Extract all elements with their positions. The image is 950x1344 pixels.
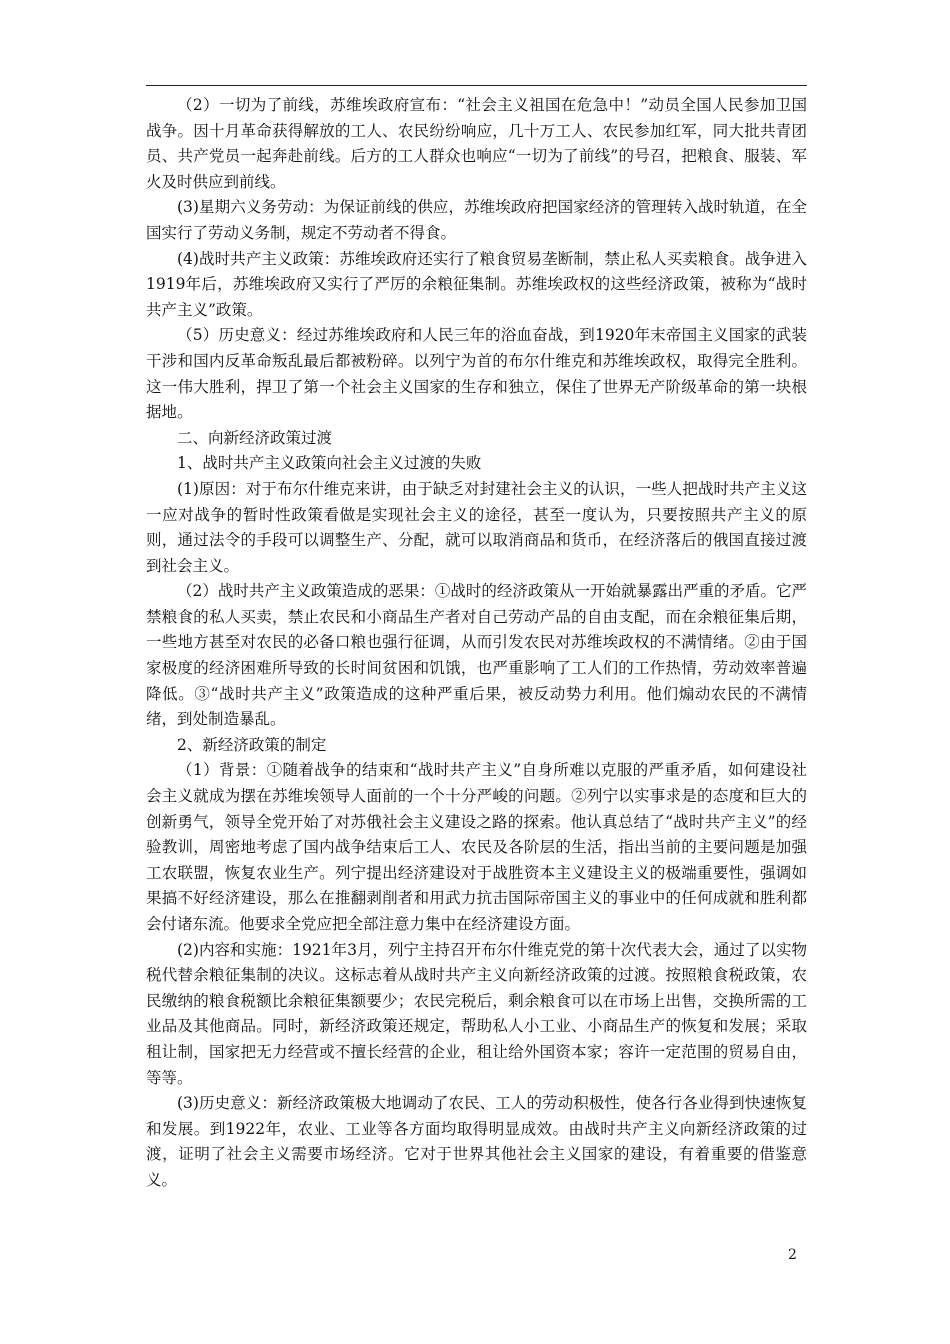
paragraph-content-implementation: (2)内容和实施：1921年3月，列宁主持召开布尔什维克党的第十次代表大会，通过了以实物税代替余粮征集制的决议。这标志着从战时共产主义向新经济政策的过渡。按照粮食税政策，农民缴纳的粮食税额比余粮征集额要少；农民完税后，剩余粮食可以在市场上出售，交换所需的工业品及其他商品。同时，新经济政策还规定，帮助私人小工业、小商品生产的恢复和发展；采取租让制，国家把无力经营或不擅长经营的企业，租让给外国资本家；容许一定范围的贸易自由，等等。 — [146, 940, 807, 1087]
paragraph-saturday-labor: (3)星期六义务劳动：为保证前线的供应，苏维埃政府把国家经济的管理转入战时轨道，在全国实行了劳动义务制，规定不劳动者不得食。 — [146, 198, 807, 242]
document-body — [146, 93, 807, 1194]
paragraph-historical-significance: （5）历史意义：经过苏维埃政府和人民三年的浴血奋战，到1920年末帝国主义国家的武装干涉和国内反革命叛乱最后都被粉碎。以列宁为首的布尔什维克和苏维埃政权，取得完全胜利。这一伟大胜利，捍卫了第一个社会主义国家的生存和独立，保住了世界无产阶级革命的第一块根据地。 — [146, 326, 807, 422]
subheading-nep-formulation: 2、新经济政策的制定 — [177, 735, 327, 754]
paragraph-background: （1）背景：①随着战争的结束和“战时共产主义”自身所难以克服的严重矛盾，如何建设社会主义就成为摆在苏维埃领导人面前的一个十分严峻的问题。②列宁以实事求是的态度和巨大的创新勇气，领导全党开始了对苏俄社会主义建设之路的探索。他认真总结了“战时共产主义”的经验教训，周密地考虑了国内战争结束后工人、农民及各阶层的生活，指出当前的主要问题是加强工农联盟，恢复农业生产。列宁提出经济建设对于战胜资本主义建设主义的极端重要性，强调如果搞不好经济建设，那么在推翻剥削者和用武力抗击国际帝国主义的事业中的任何成就和胜利都会付诸东流。他要求全党应把全部注意力集中在经济建设方面。 — [146, 761, 807, 933]
page-number: 2 — [788, 1247, 797, 1263]
header-rule — [146, 85, 807, 86]
section-heading-nep-transition: 二、向新经济政策过渡 — [177, 428, 333, 447]
paragraph-war-communism-policy: (4)战时共产主义政策：苏维埃政府还实行了粮食贸易垄断制，禁止私人买卖粮食。战争进入1919年后，苏维埃政府又实行了严厉的余粮征集制。苏维埃政权的这些经济政策，被称为“战时共产主义”政策。 — [146, 249, 807, 319]
paragraph-consequences: （2）战时共产主义政策造成的恶果：①战时的经济政策从一开始就暴露出严重的矛盾。它严禁粮食的私人买卖，禁止农民和小商品生产者对自己劳动产品的自由支配，而在余粮征集后期，一些地方甚至对农民的必备口粮也强行征调，从而引发农民对苏维埃政权的不满情绪。②由于国家极度的经济困难所导致的长时间贫困和饥饿，也严重影响了工人们的工作热情，劳动效率普遍降低。③“战时共产主义”政策造成的这种严重后果，被反动势力利用。他们煽动农民的不满情绪，到处制造暴乱。 — [146, 582, 807, 729]
subheading-transition-failure: 1、战时共产主义政策向社会主义过渡的失败 — [177, 454, 482, 473]
paragraph-front-line: （2）一切为了前线，苏维埃政府宣布：“社会主义祖国在危急中！”动员全国人民参加卫国战争。因十月革命获得解放的工人、农民纷纷响应，几十万工人、农民参加红军，同大批共青团员、共产党员一起奔赴前线。后方的工人群众也响应“一切为了前线”的号召，把粮食、服装、军火及时供应到前线。 — [146, 96, 807, 191]
paragraph-nep-significance: (3)历史意义：新经济政策极大地调动了农民、工人的劳动积极性，使各行各业得到快速恢复和发展。到1922年，农业、工业等各方面均取得明显成效。由战时共产主义向新经济政策的过渡，证明了社会主义需要市场经济。它对于世界其他社会主义国家的建设，有着重要的借鉴意义。 — [146, 1094, 807, 1189]
paragraph-causes: (1)原因：对于布尔什维克来讲，由于缺乏对封建社会主义的认识，一些人把战时共产主义这一应对战争的暂时性政策看做是实现社会主义的途径，甚至一度认为，只要按照共产主义的原则，通过法令的手段可以调整生产、分配，就可以取消商品和货币，在经济落后的俄国直接过渡到社会主义。 — [146, 479, 807, 575]
